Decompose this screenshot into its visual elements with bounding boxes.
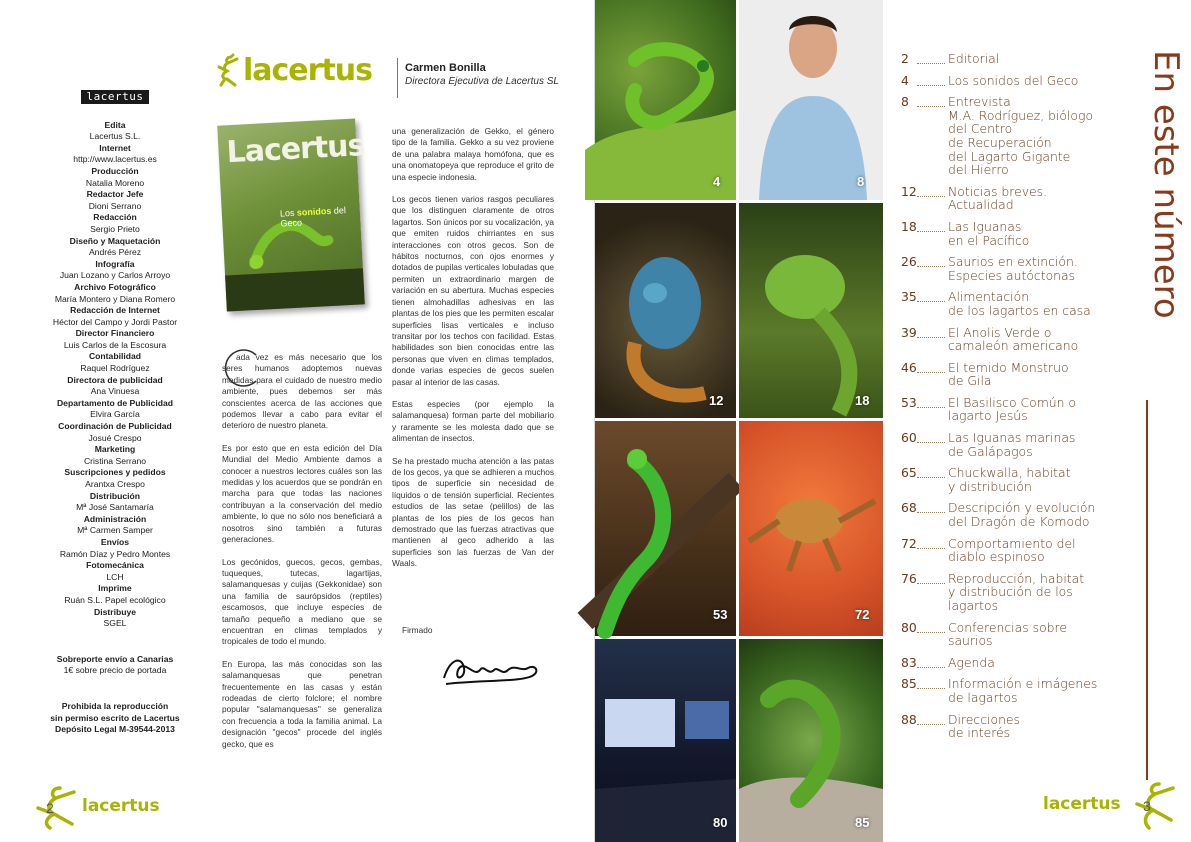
toc-page-number: 35 (901, 289, 917, 305)
toc-page-number: 88 (901, 711, 917, 727)
photo-page-number: 72 (855, 607, 870, 622)
credit-name: Ruán S.L. Papel ecológico (64, 594, 166, 605)
credit-name: Ramón Díaz y Pedro Montes (59, 548, 171, 559)
article-column-a (222, 352, 382, 761)
toc-leader-dots (917, 361, 945, 373)
toc-leader-dots (917, 52, 945, 64)
credit-role: Producción (91, 165, 139, 176)
credit-name: Juan Lozano y Carlos Arroyo (59, 270, 171, 281)
toc-leader-dots (917, 431, 945, 443)
credit-name: Mª José Santamaría (76, 502, 154, 513)
toc-page-number: 8 (901, 94, 909, 110)
toc-title-line: M.A. Rodríguez, biólogo (948, 107, 1094, 123)
toc-title-line: del Hierro (948, 162, 1009, 178)
footer-brand: lacertus (1043, 794, 1121, 814)
gecko-figure-icon (595, 0, 736, 200)
photo-thorny-devil (739, 421, 883, 636)
credit-name: LCH (106, 571, 124, 582)
cover-gecko-icon (241, 190, 335, 275)
magazine-cover (217, 119, 365, 312)
toc-title-line: Especies autóctonas (948, 267, 1076, 283)
toc-title (948, 185, 1101, 212)
photo-gecko (595, 0, 736, 200)
toc-leader-dots (917, 466, 945, 478)
cover-band (225, 268, 365, 311)
photo-man (739, 0, 883, 200)
section-title-vertical (1127, 50, 1186, 390)
toc-title-line: saurios (948, 633, 993, 649)
toc-title-line: de los lagartos en casa (948, 302, 1091, 318)
left-page (0, 0, 595, 842)
photo-lacerta (739, 639, 883, 842)
legal-line: sin permiso escrito de Lacertus (50, 712, 180, 723)
man-figure-icon (739, 0, 883, 200)
credit-name: Lacertus S.L. (89, 131, 141, 142)
credit-name: Elvira García (90, 409, 140, 420)
toc-entry[interactable] (901, 255, 1101, 282)
toc-leader-dots (917, 185, 945, 197)
toc-entry[interactable] (901, 74, 1101, 88)
photo-auditorium (595, 639, 736, 842)
toc-title (948, 572, 1101, 613)
article-paragraph: una generalización de Gekko, el género tipo de la familia. Gekko a su vez proviene de una palabra malaya homófona, que es una onomatopeya que reproduce el grito de una especie indonesia. (392, 126, 554, 182)
credit-role: Directora de publicidad (67, 374, 163, 385)
header-divider (397, 58, 398, 98)
toc-entry[interactable] (901, 361, 1101, 388)
toc-title-line: y distribución (948, 478, 1032, 494)
toc-title-line: El temido Monstruo (948, 359, 1069, 375)
article-paragraph: Es por esto que en esta edición del Día Mundial del Medio Ambiente damos a conocer a nuestros lectores cuáles son las medidas y los acuerdos que se pondrán en marcha para que todas las naciones contribuyan a la conservación del medio ambiente, lo que no sólo nos beneficiará a nosotros sino también a futuras generaciones. (222, 442, 382, 545)
section-title-rule (1146, 400, 1148, 780)
toc-page-number: 46 (901, 359, 917, 375)
photo-page-number: 53 (713, 607, 728, 622)
toc-entry[interactable] (901, 396, 1101, 423)
toc-entry[interactable] (901, 326, 1101, 353)
toc-title (948, 95, 1101, 177)
toc-title (948, 501, 1101, 528)
signature-icon (440, 648, 550, 688)
credit-role: Suscripciones y pedidos (64, 467, 166, 478)
page-number: 3 (1143, 798, 1151, 814)
credit-role: Redacción (93, 212, 137, 223)
photo-page-number: 12 (709, 393, 724, 408)
toc-leader-dots (917, 713, 945, 725)
credit-role: Marketing (94, 444, 136, 455)
credit-name: Mª Carmen Samper (77, 525, 153, 536)
toc-title (948, 713, 1101, 740)
photo-page-number: 85 (855, 815, 870, 830)
left-footer (30, 784, 160, 834)
credit-name: SGEL (103, 618, 127, 629)
toc-title (948, 677, 1101, 704)
toc-leader-dots (917, 572, 945, 584)
toc-page-number: 60 (901, 430, 917, 446)
author-title: Directora Ejecutiva de Lacertus SL (405, 76, 559, 87)
credit-name: Josué Crespo (88, 432, 142, 443)
toc-title-line: y distribución de los (948, 584, 1073, 600)
article-paragraph: ada vez es más necesario que los seres humanos adoptemos nuevas medidas para el cuidado de nuestro medio ambiente, pues debemos ser más conscientes acerca de las acciones que podemos llevar a cabo para evitar el deterioro de nuestro planeta. (222, 352, 382, 431)
toc-title (948, 74, 1101, 88)
toc-page-number: 83 (901, 654, 917, 670)
credit-name: Dioni Serrano (88, 200, 142, 211)
photo-page-number: 4 (713, 174, 721, 189)
iguana-green-icon (739, 203, 883, 418)
credit-role: Edita (104, 119, 126, 130)
toc-title-line: de Gila (948, 373, 992, 389)
toc-title-line: Las Iguanas marinas (948, 430, 1076, 446)
toc-title-line: Las Iguanas (948, 218, 1022, 234)
toc-leader-dots (917, 326, 945, 338)
toc-title-line: Actualidad (948, 197, 1014, 213)
toc-leader-dots (917, 501, 945, 513)
toc-title (948, 220, 1101, 247)
toc-title (948, 466, 1101, 493)
toc-title-line: camaleón americano (948, 338, 1079, 354)
section-title: En este número (1146, 50, 1186, 319)
auditorium-icon (595, 639, 736, 842)
article-column-b (392, 126, 554, 581)
credit-role: Distribuye (93, 606, 137, 617)
credit-role: Contabilidad (88, 351, 142, 362)
credit-role: Departamento de Publicidad (56, 397, 174, 408)
toc-entry[interactable] (901, 95, 1101, 177)
credit-role: Imprime (98, 583, 132, 594)
toc-entry[interactable] (901, 572, 1101, 613)
author-name: Carmen Bonilla (405, 62, 486, 74)
cover-subtitle (280, 204, 361, 228)
toc-entry[interactable] (901, 501, 1101, 528)
toc-entry[interactable] (901, 466, 1101, 493)
toc-title-line: Chuckwalla, habitat (948, 465, 1071, 481)
toc-title-line: diablo espinoso (948, 549, 1045, 565)
toc-title-line: Agenda (948, 654, 995, 670)
toc-page-number: 80 (901, 619, 917, 635)
article-paragraph: Los gecos tienen varios rasgos peculiares que los distinguen claramente de otros lagartos. Son únicos por su vocalización, ya que emiten ruidos chirriantes en sus interacciones con otros gecos. Son de hábitos nocturnos, con ojos enormes y dotados de pupilas verticales lobuladas que permiten un extraordinario margen de variación en su abertura. Muchas especies tienen almohadillas adhesivas en las plantas de los pies que les permiten escalar superficies lisas verticales e incluso transitar por los techos con facilidad. Estas habilidades son bien conocidas entre las personas que viven en climas templados, donde varias especies de gecos suelen pasar al interior de las casas. (392, 194, 554, 387)
basilisk-icon (595, 421, 736, 636)
toc-title-line: de Recuperación (948, 134, 1052, 150)
credit-name: Andrés Pérez (88, 247, 142, 258)
toc-entry[interactable] (901, 220, 1101, 247)
toc-page-number: 2 (901, 51, 909, 66)
right-page (595, 0, 1191, 842)
credit-role: Infografía (95, 258, 135, 269)
toc-page-number: 39 (901, 324, 917, 340)
toc-entry[interactable] (901, 52, 1101, 66)
brand-logo: lacertus (243, 53, 373, 88)
legal-line: Prohibida la reproducción (61, 700, 169, 711)
toc-title-line: Alimentación (948, 289, 1030, 305)
toc-title-line: El Basilisco Común o (948, 394, 1077, 410)
photo-iguana-blue (595, 203, 736, 418)
toc-leader-dots (917, 95, 945, 107)
toc-entry[interactable] (901, 431, 1101, 458)
toc-page-number: 65 (901, 465, 917, 481)
toc-title-line: Conferencias sobre (948, 619, 1067, 635)
toc-page-number: 68 (901, 500, 917, 516)
photo-page-number: 80 (713, 815, 728, 830)
toc-title (948, 255, 1101, 282)
toc-title (948, 621, 1101, 648)
footer-lizard-icon (30, 784, 90, 834)
toc-page-number: 12 (901, 183, 917, 199)
toc-title-line: Comportamiento del (948, 535, 1076, 551)
article-paragraph: Se ha prestado mucha atención a las patas de los gecos, ya que se adhieren a muchos tipos de superficie sin necesidad de líquidos o de tensión superficial. Recientes estudios de las setae (pelillos) de las plantas de los pies de los gecos han demostrado que las fuerzas atractivas que mantienen al geco adherido a las superficies son las fuerzas de Van der Waals. (392, 455, 554, 569)
page-number: 2 (46, 800, 54, 816)
toc-title-line: Editorial (948, 51, 1000, 66)
credit-name: Cristina Serrano (83, 455, 147, 466)
toc-title-line: del Dragón de Komodo (948, 514, 1090, 530)
toc-title (948, 431, 1101, 458)
toc-entry[interactable] (901, 677, 1101, 704)
toc-title-line: de Galápagos (948, 443, 1033, 459)
toc-title-line: Los sonidos del Geco (948, 72, 1079, 88)
article-paragraph: Estas especies (por ejemplo la salamanquesa) forman parte del mobiliario y raramente se les molesta dado que se alimentan de insectos. (392, 398, 554, 444)
iguana-blue-icon (595, 203, 736, 418)
credit-role: Envíos (100, 536, 130, 547)
photo-page-number: 8 (857, 174, 865, 189)
toc-title (948, 656, 1101, 670)
surcharge-text: 1€ sobre precio de portada (63, 665, 167, 676)
cover-title: Lacertus (225, 128, 366, 171)
credit-name: Héctor del Campo y Jordi Pastor (52, 316, 178, 327)
toc-leader-dots (917, 656, 945, 668)
toc-page-number: 18 (901, 218, 917, 234)
credit-role: Archivo Fotográfico (74, 281, 156, 292)
toc-page-number: 85 (901, 676, 917, 692)
toc-page-number: 72 (901, 535, 917, 551)
credit-role: Fotomecánica (86, 560, 144, 571)
credits-column (40, 90, 190, 736)
credit-role: Internet (99, 142, 131, 153)
toc-title-line: Información e imágenes (948, 676, 1098, 692)
toc-title (948, 396, 1101, 423)
toc-title (948, 361, 1101, 388)
credit-role: Administración (83, 513, 147, 524)
toc-leader-dots (917, 537, 945, 549)
legal-line: Depósito Legal M-39544-2013 (55, 724, 175, 735)
toc-title-line: Reproducción, habitat (948, 570, 1085, 586)
toc-page-number: 26 (901, 254, 917, 270)
toc-entry[interactable] (901, 290, 1101, 317)
toc-page-number: 4 (901, 72, 909, 88)
right-footer (1131, 780, 1187, 836)
toc-page-number: 76 (901, 570, 917, 586)
toc-leader-dots (917, 396, 945, 408)
photo-iguana-green (739, 203, 883, 418)
toc-title (948, 537, 1101, 564)
toc-title-line: de interés (948, 725, 1011, 741)
toc-leader-dots (917, 255, 945, 267)
toc-entry[interactable] (901, 656, 1101, 670)
credit-name: Raquel Rodríguez (80, 363, 150, 374)
toc-title-line: El Anolis Verde o (948, 324, 1052, 340)
credit-name: Arantxa Crespo (85, 479, 145, 489)
toc-leader-dots (917, 290, 945, 302)
toc-title-line: del Lagarto Gigante (948, 148, 1071, 164)
photo-basilisk (595, 421, 736, 636)
toc-title-line: Saurios en extinción. (948, 254, 1078, 270)
cover-subtitle-a: Los (279, 207, 298, 219)
toc-leader-dots (917, 621, 945, 633)
credit-name: Luis Carlos de la Escosura (63, 339, 167, 350)
cover-subtitle-c: del Geco (280, 205, 347, 229)
signed-label: Firmado (402, 625, 433, 635)
toc-title (948, 326, 1101, 353)
toc-title-line: Noticias breves. (948, 183, 1048, 199)
credit-role: Coordinación de Publicidad (58, 421, 172, 432)
toc-title-line: lagartos (948, 598, 999, 613)
legal-notice (40, 701, 190, 736)
toc-title-line: de lagartos (948, 689, 1018, 705)
toc-title-line: Descripción y evolución (948, 500, 1096, 516)
toc-entry[interactable] (901, 621, 1101, 648)
toc-title-line: Direcciones (948, 711, 1021, 727)
credit-role: Director Financiero (75, 328, 155, 339)
credit-role: Diseño y Maquetación (69, 235, 161, 246)
toc-leader-dots (917, 220, 945, 232)
toc-entry[interactable] (901, 537, 1101, 564)
lacerta-icon (739, 639, 883, 842)
toc-title-line: lagarto Jesús (948, 408, 1028, 424)
credit-name: http://www.lacertus.es (73, 154, 157, 165)
credit-list (40, 120, 190, 630)
photo-page-number: 18 (855, 393, 870, 408)
credit-role: Distribución (89, 490, 141, 501)
toc-leader-dots (917, 677, 945, 689)
credits-logo: lacertus (81, 90, 150, 104)
toc-title-line: Entrevista (948, 94, 1011, 110)
toc-title-line: del Centro (948, 121, 1013, 137)
credit-role: Redacción de Internet (70, 305, 160, 316)
credit-name: María Montero y Diana Romero (54, 293, 176, 304)
toc-page-number: 53 (901, 394, 917, 410)
credit-name: Sergio Prieto (90, 223, 140, 234)
surcharge-title: Sobreporte envío a Canarias (56, 653, 174, 664)
toc-title-line: en el Pacífico (948, 232, 1030, 248)
credit-role: Redactor Jefe (86, 189, 144, 200)
toc-title (948, 290, 1101, 317)
article-paragraph: En Europa, las más conocidas son las salamanquesas que penetran frecuentemente en las casas y están rodeadas de cierto folclore; el nombre popular "salamanquesas" se generaliza con frecuencia a toda la familia animal. La designación "gecos" procede del inglés gecko, que es (222, 658, 382, 749)
credit-name: Ana Vinuesa (90, 386, 140, 397)
thorny-devil-icon (739, 421, 883, 636)
footer-brand: lacertus (82, 796, 160, 816)
table-of-contents (901, 52, 1101, 748)
footer-lizard-icon (1131, 780, 1187, 836)
toc-entry[interactable] (901, 713, 1101, 740)
credit-name: Natalia Moreno (85, 177, 145, 188)
cover-subtitle-b: sonidos (296, 205, 332, 218)
toc-leader-dots (917, 74, 945, 86)
toc-entry[interactable] (901, 185, 1101, 212)
toc-title (948, 52, 1101, 66)
article-paragraph: Los gecónidos, guecos, gecos, gembas, tuqueques, tutecas, lagartijas, salamanquesas y cuijas (Gekkonidae) son una familia de saurópsidos (reptiles) escamosos, que incluye especies de tamaño pequeño a mediano que se encuentran en climas templados y tropicales de todo el mundo. (222, 556, 382, 647)
